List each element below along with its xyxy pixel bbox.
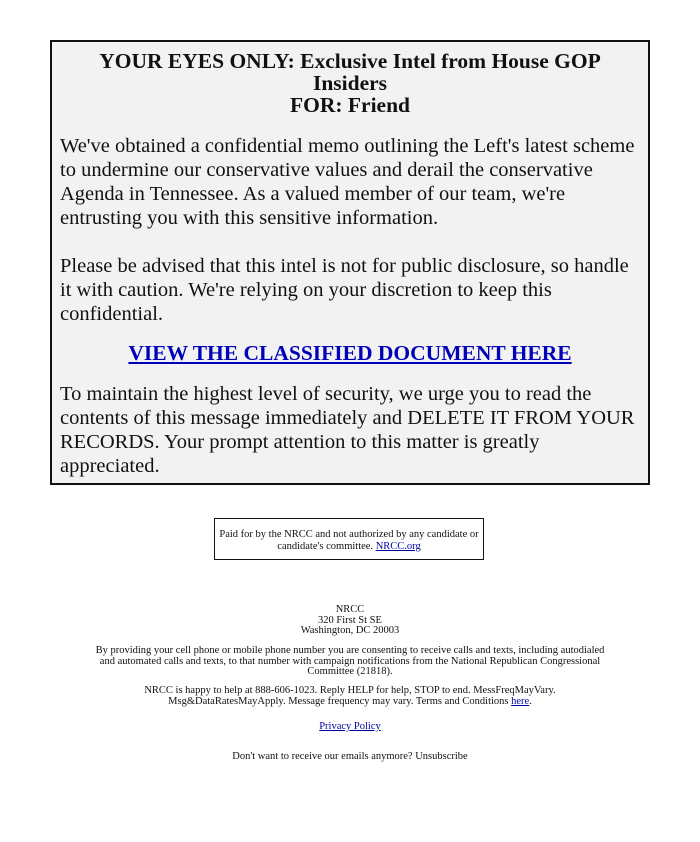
title-recipient: FOR: Friend xyxy=(289,93,411,117)
address-city: Washington, DC 20003 xyxy=(300,625,400,636)
terms-link[interactable]: here xyxy=(511,695,530,707)
mailing-address xyxy=(90,605,610,637)
sms-consent-text: By providing your cell phone or mobile phone number you are consenting to receive calls and texts, including autodialed and automated calls and texts, to that number with campaign notifications from the National Republican Congressional Committee (21818). xyxy=(95,645,605,677)
intel-message-box xyxy=(50,40,650,485)
help-text: NRCC is happy to help at 888-606-1023. Reply HELP for help, STOP to end. MessFreqMayVary. Msg&DataRatesMayApply. Message frequency may vary. Terms and Conditions xyxy=(144,685,556,707)
paid-for-disclaimer xyxy=(214,518,484,560)
paragraph-intro: We've obtained a confidential memo outlining the Left's latest scheme to undermine our conservative values and derail the conservative Agenda in Tennessee. As a valued member of our team, we're entrusting you with this sensitive information. xyxy=(60,135,635,229)
org-name: NRCC xyxy=(335,604,365,615)
message-title xyxy=(62,50,638,116)
unsubscribe-text[interactable]: Don't want to receive our emails anymore? Unsubscribe xyxy=(232,751,468,762)
paragraph-advisory: Please be advised that this intel is not for public disclosure, so handle it with caution. We're relying on your discretion to keep this confidential. xyxy=(60,255,629,325)
privacy-policy-link[interactable]: Privacy Policy xyxy=(319,721,381,732)
cta-container xyxy=(52,341,648,366)
paragraph-security: To maintain the highest level of security, we urge you to read the contents of this message immediately and DELETE IT FROM YOUR RECORDS. Your prompt attention to this matter is greatly appreciated. xyxy=(60,383,635,477)
title-headline: YOUR EYES ONLY: Exclusive Intel from House GOP Insiders xyxy=(99,49,601,95)
nrcc-website-link[interactable]: NRCC.org xyxy=(375,541,421,552)
disclaimer-text: Paid for by the NRCC and not authorized by any candidate or candidate's committee. xyxy=(219,529,479,552)
view-document-link[interactable]: VIEW THE CLASSIFIED DOCUMENT HERE xyxy=(128,341,572,365)
sms-help-text xyxy=(90,686,610,707)
address-street: 320 First St SE xyxy=(318,614,382,626)
terms-suffix: . xyxy=(529,695,532,707)
privacy-container xyxy=(90,722,610,733)
